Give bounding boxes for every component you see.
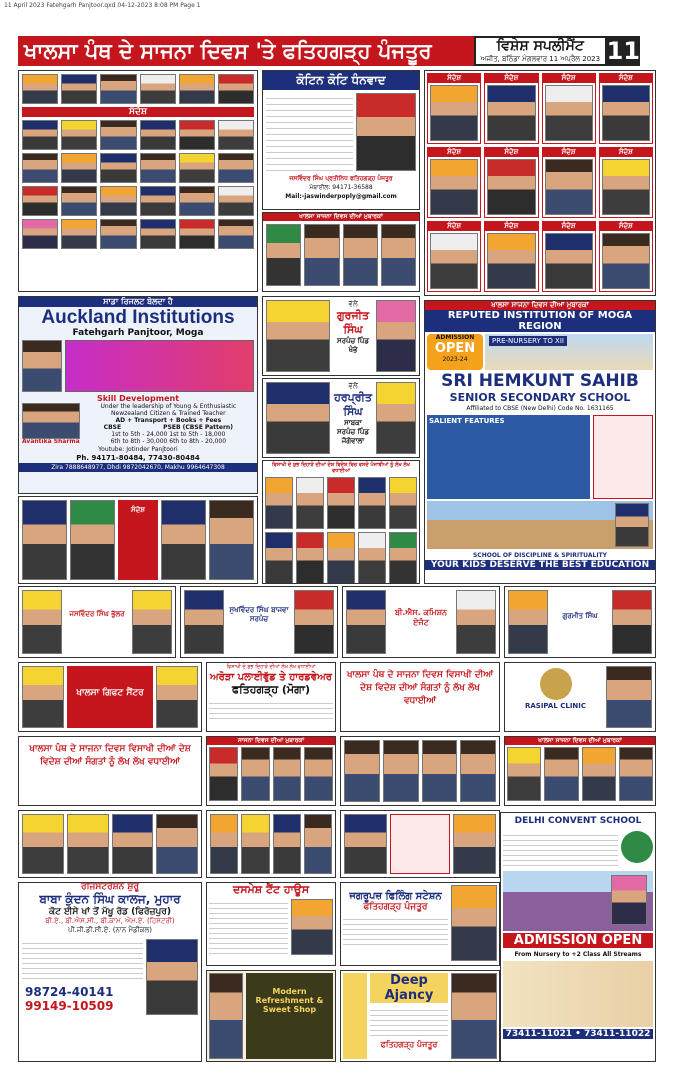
ad-card-3 bbox=[342, 586, 500, 658]
portrait-photo bbox=[265, 477, 293, 529]
portrait-photo bbox=[218, 74, 254, 104]
thanks-body-text bbox=[266, 93, 353, 171]
saddle-greet bbox=[206, 736, 336, 806]
principal-photo bbox=[611, 875, 647, 925]
sarpanch-photo bbox=[266, 382, 330, 454]
dashmesh-details bbox=[209, 899, 288, 955]
portrait-photo bbox=[179, 219, 215, 249]
college-pgdca: ਪੀ.ਜੀ.ਡੀ.ਸੀ.ਏ. (ਨਾਨ ਮੈਡੀਕਲ) bbox=[68, 926, 152, 934]
delhi-logo-icon bbox=[621, 831, 653, 863]
right-greet-heading: ਖਾਲਸਾ ਸਾਜਨਾ ਦਿਵਸ ਦੀਆਂ ਮੁਬਾਰਕਾਂ bbox=[505, 737, 655, 745]
right-sandesh-grid bbox=[424, 70, 656, 296]
skill-development: Skill Development bbox=[96, 394, 180, 403]
portrait-photo bbox=[218, 219, 254, 249]
baba-kundan-college-ad bbox=[18, 882, 202, 1062]
portrait-photo bbox=[22, 500, 67, 580]
section-heading: ਸੰਦੇਸ਼ bbox=[22, 107, 254, 117]
thanks-signature: ਜਸਵਿੰਦਰ ਸਿੰਘ ਪ੍ਰਤੀਨਿਧ ਫਤਿਹਗੜ੍ਹ ਪੰਜਤੂਰ bbox=[289, 175, 393, 182]
portrait-photo bbox=[100, 186, 136, 216]
sandesh-portrait-grid bbox=[18, 70, 258, 292]
portrait-photo bbox=[430, 159, 478, 215]
filling-station-ad bbox=[340, 882, 500, 966]
sandesh-card: ਸੰਦੇਸ਼ bbox=[427, 147, 481, 218]
portrait-photo bbox=[140, 74, 176, 104]
portrait-row-5a bbox=[18, 810, 202, 878]
portrait-photo bbox=[22, 666, 64, 728]
portrait-photo bbox=[22, 590, 62, 654]
portrait-photo bbox=[22, 120, 58, 150]
sandesh-card: ਸੰਦੇਸ਼ bbox=[599, 221, 653, 292]
college-road: ਕੋਟ ਈਸੇ ਖਾਂ ਤੋਂ ਮੱਖੂ ਰੋਡ (ਫਿਰੋਜ਼ਪੁਰ) bbox=[49, 907, 171, 917]
portrait-photo bbox=[430, 233, 478, 289]
delhi-classes: From Nursery to +2 Class All Streams bbox=[514, 951, 642, 958]
portrait-photo bbox=[358, 532, 386, 584]
deep-details bbox=[370, 1006, 448, 1040]
portrait-photo bbox=[507, 747, 541, 801]
portrait-photo bbox=[184, 590, 224, 654]
sarpanch-ad-2 bbox=[262, 378, 420, 458]
portrait-photo bbox=[140, 153, 176, 183]
print-slug: 11 April 2023 Fatehgarh Panjtoor.qxd 04-12-2023 8:08 PM Page 1 bbox=[4, 2, 201, 9]
left-greet-row bbox=[18, 496, 258, 584]
portrait-photo bbox=[273, 814, 301, 874]
deep-decor bbox=[343, 973, 367, 1059]
ad-name: ਜਸਵਿੰਦਰ ਸਿੰਘ ਭੁੱਲਰ bbox=[69, 610, 125, 618]
doctor-photo bbox=[606, 666, 652, 728]
sandesh-card: ਸੰਦੇਸ਼ bbox=[427, 73, 481, 144]
saddle-heading: ਸਾਜਨਾ ਦਿਵਸ ਦੀਆਂ ਮੁਬਾਰਕਾਂ bbox=[207, 737, 335, 745]
delhi-school-name: DELHI CONVENT SCHOOL bbox=[514, 816, 642, 826]
auckland-phone: Ph. 94171-80484, 77430-80484 bbox=[76, 454, 200, 462]
school-building-image bbox=[485, 334, 653, 370]
portrait-photo bbox=[294, 590, 334, 654]
portrait-photo bbox=[343, 224, 378, 286]
youtube-line: Youtube: Jotinder Panjtoori bbox=[98, 446, 178, 453]
delhi-building-image bbox=[503, 871, 653, 931]
left-khalsa-text-content: ਖਾਲਸਾ ਪੰਥ ਦੇ ਸਾਜਨਾ ਦਿਵਸ ਵਿਸਾਖੀ ਦੀਆਂ ਦੇਸ਼ ਵਿਦੇਸ਼ ਦੀਆਂ ਸੰਗਤਾਂ ਨੂੰ ਲੱਖ ਲੱਖ ਵਧਾਈਆਂ bbox=[29, 744, 191, 767]
registration-heading: ਰਜਿਸਟਰੇਸ਼ਨ ਸ਼ੁਰੂ bbox=[80, 882, 140, 892]
portrait-photo bbox=[602, 85, 650, 141]
college-details bbox=[22, 939, 143, 983]
salient-features: SALIENT FEATURES bbox=[427, 415, 590, 499]
delhi-convent-ad bbox=[500, 812, 656, 1062]
gift-center-name: ਖਾਲਸਾ ਗਿਫਟ ਸੈਂਟਰ bbox=[67, 666, 153, 728]
portrait-photo bbox=[22, 186, 58, 216]
portrait-photo bbox=[22, 814, 64, 874]
college-courses: ਬੀ.ਏ., ਬੀ.ਐਸ.ਸੀ., ਬੀ.ਕਾਮ, ਐਮ.ਏ. (ਹਿਸਟਰੀ) bbox=[45, 917, 175, 925]
sarpanch-role: ਸਾਬਕਾ ਸਰਪੰਚ ਪਿੰਡ ਜੋਗੇਵਾਲਾ bbox=[337, 419, 369, 445]
dashmesh-name: ਦਸਮੇਸ਼ ਟੈਂਟ ਹਾਊਸ bbox=[232, 883, 310, 896]
portrait-photo bbox=[545, 233, 593, 289]
page-number: 11 bbox=[606, 37, 640, 65]
portrait-photo bbox=[273, 747, 302, 801]
delhi-collage-image bbox=[503, 961, 653, 1027]
auckland-photo bbox=[22, 340, 62, 392]
portrait-photo bbox=[218, 153, 254, 183]
portrait-photo bbox=[304, 224, 339, 286]
portrait-photo bbox=[346, 590, 386, 654]
sandesh-card: ਸੰਦੇਸ਼ bbox=[599, 147, 653, 218]
portrait-photo bbox=[451, 885, 497, 961]
portrait-photo bbox=[218, 120, 254, 150]
portrait-photo bbox=[358, 477, 386, 529]
affiliation: Affiliated to CBSE (New Delhi) Code No. 1631165 bbox=[466, 405, 614, 412]
college-name: ਬਾਬਾ ਕੁੰਦਨ ਸਿੰਘ ਕਾਲਜ, ਮੁਹਾਰ bbox=[39, 892, 181, 906]
portrait-photo bbox=[218, 186, 254, 216]
filling-details bbox=[343, 915, 448, 945]
portrait-photo bbox=[619, 747, 653, 801]
portrait-photo bbox=[70, 500, 115, 580]
auckland-place: Fatehgarh Panjtoor, Moga bbox=[72, 328, 204, 338]
auckland-name: Auckland Institutions bbox=[41, 307, 235, 328]
school-name: SRI HEMKUNT SAHIB bbox=[441, 371, 639, 391]
arora-plywood-ad bbox=[206, 662, 336, 732]
auckland-branches: Zira 7888648977, Dhdi 9872042670, Makhu 9964647308 bbox=[19, 463, 257, 472]
portrait-photo bbox=[327, 477, 355, 529]
portrait-photo bbox=[291, 899, 333, 955]
greet-label: ਵੱਲੋਂ bbox=[348, 300, 358, 308]
delhi-phones: 73411-11021 • 73411-11022 bbox=[503, 1029, 653, 1039]
portrait-photo bbox=[61, 120, 97, 150]
portrait-photo bbox=[179, 153, 215, 183]
deep-place: ਫਤਿਹਗੜ੍ਹ ਪੰਜਤੂਰ bbox=[380, 1040, 438, 1049]
portrait-photo bbox=[210, 814, 238, 874]
sarpanch-name: ਹਰਪ੍ਰੀਤ ਸਿੰਘ bbox=[334, 391, 372, 418]
auckland-tagline: ਸਾਡਾ ਰਿਜਲਟ ਬੋਲਦਾ ਹੈ bbox=[19, 297, 257, 307]
portrait-photo bbox=[209, 500, 254, 580]
portrait-photo bbox=[296, 477, 324, 529]
sandesh-card: ਸੰਦੇਸ਼ bbox=[542, 73, 596, 144]
issue-date: ਅਜੀਤ, ਬਠਿੰਡਾ ਮੰਗਲਵਾਰ 11 ਅਪ੍ਰੈਲ 2023 bbox=[480, 55, 601, 63]
portrait-photo bbox=[422, 740, 458, 802]
portrait-photo bbox=[112, 814, 154, 874]
ad-card-1 bbox=[18, 586, 176, 658]
portrait-photo bbox=[140, 219, 176, 249]
filling-station-name: ਜਗਰੂਪਜ਼ ਫਿਲਿੰਗ ਸਟੇਸ਼ਨ bbox=[349, 891, 442, 902]
portrait-photo bbox=[451, 973, 497, 1059]
admission-open-badge: ADMISSION OPEN 2023-24 bbox=[427, 334, 483, 370]
sarpanch-ad-1 bbox=[262, 296, 420, 376]
sarpanch-name: ਗੁਰਜੀਤ ਸਿੰਘ bbox=[336, 309, 369, 336]
portrait-photo bbox=[241, 747, 270, 801]
supplement-label: ਵਿਸ਼ੇਸ਼ ਸਪਲੀਮੈਂਟ bbox=[496, 38, 584, 54]
principal-photo bbox=[22, 403, 80, 439]
khalsa-text: ਖਾਲਸਾ ਪੰਥ ਦੇ ਸਾਜਨਾ ਦਿਵਸ ਵਿਸਾਖੀ ਦੀਆਂ ਦੇਸ਼ ਵਿਦੇਸ਼ ਦੀਆਂ ਸੰਗਤਾਂ ਨੂੰ ਲੱਖ ਲੱਖ ਵਧਾਈਆਂ bbox=[346, 670, 494, 706]
sarpanch-role: ਸਰਪੰਚ ਪਿੰਡ ਖੰਭੇ bbox=[337, 337, 369, 354]
gift-center-ad bbox=[18, 662, 202, 732]
right-portrait-row bbox=[504, 736, 656, 806]
sandesh-card: ਸੰਦੇਸ਼ bbox=[599, 73, 653, 144]
portrait-photo bbox=[296, 532, 324, 584]
sarpanch-photo bbox=[266, 300, 330, 372]
ad-name: ਗੁਰਮੀਤ ਸਿੰਘ bbox=[562, 612, 598, 620]
portrait-row-5c bbox=[340, 810, 500, 878]
khalsa-greet-heading: ਖਾਲਸਾ ਸਾਜਨਾ ਦਿਵਸ ਦੀਆਂ ਮੁਬਾਰਕਾਂ bbox=[263, 213, 419, 221]
portrait-photo bbox=[22, 219, 58, 249]
school-side-notice bbox=[593, 415, 653, 499]
arora-place: ਫਤਿਹਗੜ੍ਹ (ਮੋਗਾ) bbox=[231, 683, 311, 696]
left-khalsa-text bbox=[18, 736, 202, 806]
greet-text-block bbox=[390, 814, 450, 874]
masthead bbox=[18, 36, 640, 66]
portrait-photo bbox=[602, 159, 650, 215]
dashmesh-tent-ad bbox=[206, 882, 336, 966]
portrait-photo bbox=[304, 814, 332, 874]
portrait-photo bbox=[487, 233, 535, 289]
greet-label: ਵੱਲੋਂ bbox=[348, 382, 358, 390]
leadership-line-1: Under the leadership of Young & Enthusiastic bbox=[100, 403, 237, 410]
delhi-admission: ADMISSION OPEN bbox=[503, 933, 653, 948]
thanks-email: Mail:-jaswinderpoply@gmail.com bbox=[285, 193, 397, 200]
leadership-line-2: Newzealand Citizen & Trained Teacher bbox=[111, 410, 226, 417]
pseb-label: PSEB (CBSE Pattern) bbox=[163, 424, 233, 431]
clinic-name: RASIPAL CLINIC bbox=[524, 702, 587, 710]
school-subtitle: SENIOR SECONDARY SCHOOL bbox=[449, 391, 631, 404]
portrait-photo bbox=[179, 74, 215, 104]
greet-strip: ਸੰਦੇਸ਼ bbox=[118, 500, 158, 580]
portrait-photo bbox=[381, 224, 416, 286]
portrait-photo bbox=[266, 224, 301, 286]
principal-photo bbox=[146, 939, 198, 1015]
thanks-title: ਕੋਟਿਨ ਕੋਟਿ ਧੰਨਵਾਦ bbox=[263, 71, 419, 90]
portrait-photo bbox=[156, 814, 198, 874]
sandesh-card: ਸੰਦੇਸ਼ bbox=[542, 147, 596, 218]
portrait-photo bbox=[265, 532, 293, 584]
reporter-photo bbox=[356, 93, 416, 171]
school-banner: ਖਾਲਸਾ ਸਾਜਨਾ ਦਿਵਸ ਦੀਆਂ ਮੁਬਾਰਕਾਂ bbox=[425, 301, 655, 310]
portrait-photo bbox=[241, 814, 269, 874]
portrait-photo bbox=[67, 814, 109, 874]
hemkunt-school-ad bbox=[424, 300, 656, 584]
supplement-box bbox=[474, 36, 607, 66]
ad-name: ਸੁਖਵਿੰਦਰ ਸਿੰਘ ਬਾਜਵਾ ਸਰਪੰਚ bbox=[229, 606, 289, 623]
deep-ajancy-name: Deep Ajancy bbox=[370, 973, 448, 1003]
thanks-mobile: ਮੋਬਾਈਲ: 94171-36588 bbox=[309, 184, 373, 191]
portrait-photo bbox=[161, 500, 206, 580]
portrait-photo bbox=[61, 153, 97, 183]
delhi-details bbox=[503, 831, 618, 867]
portrait-photo bbox=[61, 74, 97, 104]
diaspora-greet-box bbox=[262, 460, 420, 584]
portrait-photo bbox=[376, 300, 416, 372]
portrait-photo bbox=[100, 120, 136, 150]
portrait-photo bbox=[140, 120, 176, 150]
page-title: ਖਾਲਸਾ ਪੰਥ ਦੇ ਸਾਜਨਾ ਦਿਵਸ 'ਤੇ ਫਤਿਹਗੜ੍ਹ ਪੰਜਤੂਰ bbox=[18, 36, 474, 66]
portrait-photo bbox=[140, 186, 176, 216]
portrait-photo bbox=[100, 74, 136, 104]
leadership-line-3: AD + Transport + Books + Fees bbox=[115, 417, 222, 424]
portrait-photo bbox=[132, 590, 172, 654]
school-deserve-line: YOUR KIDS DESERVE THE BEST EDUCATION bbox=[425, 560, 655, 570]
college-phone-1: 98724-40141 bbox=[25, 985, 114, 999]
portrait-row-5b bbox=[206, 810, 336, 878]
school-parade-image bbox=[427, 501, 653, 549]
portrait-photo bbox=[327, 532, 355, 584]
modern-sweet-shop-ad bbox=[206, 970, 336, 1062]
portrait-photo bbox=[179, 186, 215, 216]
portrait-photo bbox=[209, 973, 243, 1059]
modern-shop-name: Modern Refreshment & Sweet Shop bbox=[246, 973, 333, 1059]
portrait-photo bbox=[383, 740, 419, 802]
portrait-photo bbox=[344, 814, 387, 874]
thanks-box bbox=[262, 70, 420, 210]
cbse-label: CBSE bbox=[103, 424, 122, 431]
arora-details bbox=[209, 699, 333, 721]
portrait-photo bbox=[544, 747, 578, 801]
portrait-photo bbox=[582, 747, 616, 801]
diaspora-heading: ਵਿਸਾਖੀ ਦੇ ਸ਼ੁਭ ਦਿਹਾੜੇ ਦੀਆਂ ਦੇਸ਼ ਵਿਦੇਸ਼ ਵਿਚ ਵਸਦੇ ਪੰਜਾਬੀਆਂ ਨੂੰ ਲੱਖ ਲੱਖ ਵਧਾਈਆਂ bbox=[272, 462, 410, 474]
fee-line-2: 6th to 8th - 30,000 6th to 8th - 20,000 bbox=[110, 438, 227, 445]
portrait-photo bbox=[22, 74, 58, 104]
portrait-photo bbox=[344, 740, 380, 802]
portrait-photo bbox=[22, 153, 58, 183]
portrait-photo bbox=[389, 477, 417, 529]
principal-photo bbox=[615, 503, 649, 547]
khalsa-greet-box bbox=[262, 212, 420, 292]
college-phone-2: 99149-10509 bbox=[25, 999, 114, 1013]
portrait-photo bbox=[304, 747, 333, 801]
deep-ajancy-ad bbox=[340, 970, 500, 1062]
portrait-photo bbox=[487, 85, 535, 141]
portrait-photo bbox=[545, 159, 593, 215]
portrait-photo bbox=[61, 186, 97, 216]
ad-card-4 bbox=[504, 586, 656, 658]
portrait-photo bbox=[389, 532, 417, 584]
portrait-photo bbox=[545, 85, 593, 141]
portrait-photo bbox=[209, 747, 238, 801]
auckland-ad bbox=[18, 296, 258, 494]
portrait-photo bbox=[100, 153, 136, 183]
ad-name: ਬੀ.ਐਸ. ਕਮਿਸ਼ਨ ਏਜੰਟ bbox=[394, 608, 448, 627]
portrait-photo bbox=[453, 814, 496, 874]
portrait-photo bbox=[487, 159, 535, 215]
clinic-logo-icon bbox=[540, 668, 572, 700]
portrait-photo bbox=[602, 233, 650, 289]
portrait-photo bbox=[508, 590, 548, 654]
reputed-heading: REPUTED INSTITUTION OF MOGA REGION bbox=[425, 310, 655, 332]
arora-name: ਅਰੋੜਾ ਪਲਾਈਵੁੱਡ ਤੇ ਹਾਰਡਵੇਅਰ bbox=[210, 672, 332, 683]
portrait-photo bbox=[100, 219, 136, 249]
principal-name: Avantika Sharma bbox=[22, 439, 80, 445]
ad-card-2 bbox=[180, 586, 338, 658]
class-range: PRE-NURSERY TO XII bbox=[489, 336, 567, 346]
portrait-photo bbox=[179, 120, 215, 150]
portrait-photo bbox=[460, 740, 496, 802]
khalsa-text-ad bbox=[340, 662, 500, 732]
portrait-photo bbox=[430, 85, 478, 141]
auckland-building-image bbox=[65, 340, 254, 392]
arora-top-line: ਵਿਸਾਖੀ ਦੇ ਸ਼ੁਭ ਦਿਹਾੜੇ ਦੀਆਂ ਲੱਖ ਲੱਖ ਵਧਾਈਆਂ bbox=[226, 664, 316, 670]
middle-portrait-row bbox=[340, 736, 500, 806]
filling-station-place: ਫਤਿਹਗੜ੍ਹ ਪੰਜਤੂਰ bbox=[363, 902, 428, 912]
sandesh-card: ਸੰਦੇਸ਼ bbox=[484, 147, 538, 218]
clinic-ad bbox=[504, 662, 656, 732]
portrait-photo bbox=[61, 219, 97, 249]
sandesh-card: ਸੰਦੇਸ਼ bbox=[542, 221, 596, 292]
sandesh-card: ਸੰਦੇਸ਼ bbox=[427, 221, 481, 292]
sandesh-card: ਸੰਦੇਸ਼ bbox=[484, 73, 538, 144]
school-motto: SCHOOL OF DISCIPLINE & SPIRITUALITY bbox=[472, 552, 608, 559]
portrait-photo bbox=[612, 590, 652, 654]
portrait-photo bbox=[156, 666, 198, 728]
portrait-photo bbox=[456, 590, 496, 654]
fee-line-1: 1st to 5th - 24,000 1st to 5th - 18,000 bbox=[111, 431, 226, 438]
sandesh-card: ਸੰਦੇਸ਼ bbox=[484, 221, 538, 292]
portrait-photo bbox=[376, 382, 416, 454]
